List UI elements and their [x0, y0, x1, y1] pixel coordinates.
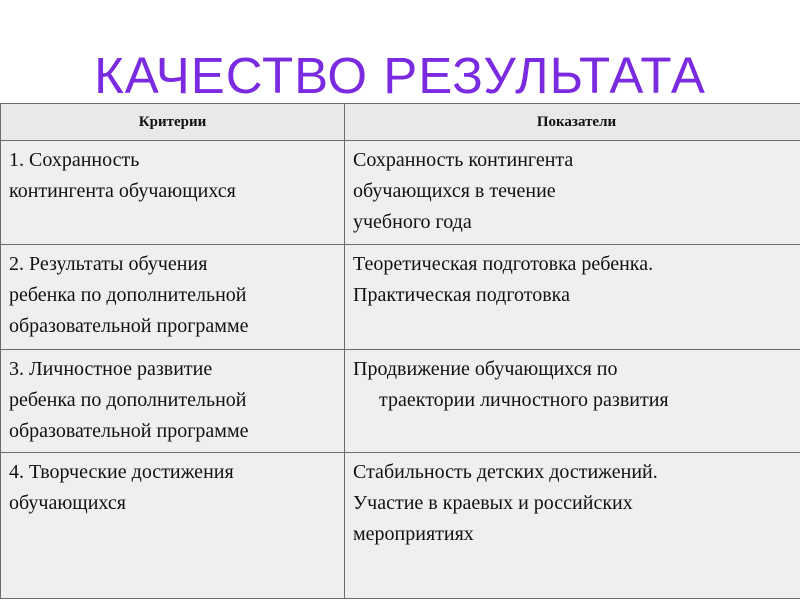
- criterion-line: образовательной программе: [9, 420, 249, 442]
- indicator-cell: [345, 245, 800, 350]
- slide-title: КАЧЕСТВО РЕЗУЛЬТАТА: [94, 47, 706, 104]
- indicator-line: Сохранность контингента: [353, 149, 574, 171]
- criterion-cell: [1, 350, 345, 453]
- criterion-line: ребенка по дополнительной: [9, 284, 247, 306]
- indicator-cell: [345, 453, 800, 599]
- criterion-cell: [1, 245, 345, 350]
- table-row: [1, 350, 800, 453]
- criterion-cell: [1, 453, 345, 599]
- header-indicators: Показатели: [345, 104, 800, 141]
- table-row: [1, 453, 800, 599]
- criterion-line: 1. Сохранность: [9, 149, 140, 171]
- indicator-line: Теоретическая подготовка ребенка.: [353, 253, 654, 275]
- criterion-line: обучающихся: [9, 492, 126, 514]
- criterion-line: образовательной программе: [9, 315, 249, 337]
- criterion-cell: [1, 141, 345, 245]
- table-row: [1, 141, 800, 245]
- indicator-cell: [345, 350, 800, 453]
- criterion-line: 3. Личностное развитие: [9, 358, 213, 380]
- header-criteria: Критерии: [1, 104, 345, 141]
- criterion-line: 2. Результаты обучения: [9, 253, 208, 275]
- results-table: [0, 103, 800, 599]
- indicator-line: учебного года: [353, 211, 472, 233]
- indicator-line: траектории личностного развития: [379, 389, 669, 411]
- indicator-line: Участие в краевых и российских: [353, 492, 633, 514]
- indicator-line: Стабильность детских достижений.: [353, 461, 658, 483]
- indicator-line: Продвижение обучающихся по: [353, 358, 618, 380]
- table-header-row: [1, 104, 800, 141]
- indicator-line: мероприятиях: [353, 523, 474, 545]
- table-row: [1, 245, 800, 350]
- criterion-line: ребенка по дополнительной: [9, 389, 247, 411]
- indicator-cell: [345, 141, 800, 245]
- indicator-line: Практическая подготовка: [353, 284, 570, 306]
- indicator-line: обучающихся в течение: [353, 180, 556, 202]
- criterion-line: 4. Творческие достижения: [9, 461, 234, 483]
- criterion-line: контингента обучающихся: [9, 180, 236, 202]
